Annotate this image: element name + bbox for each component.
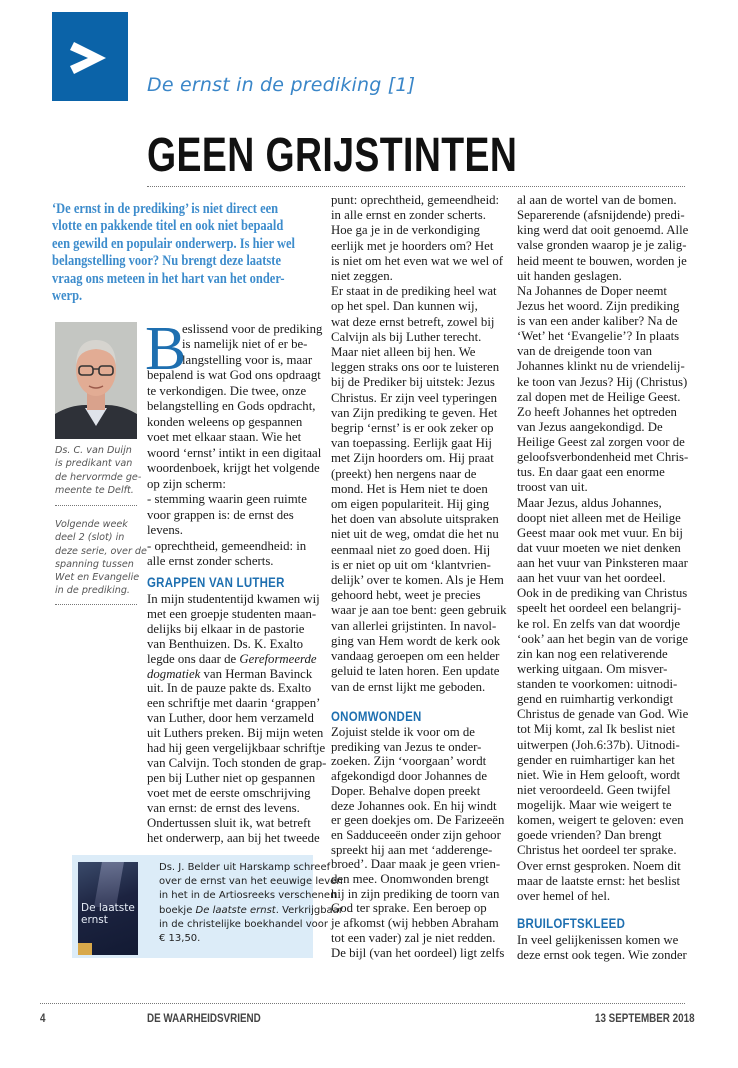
text-line: uit Luthers preken. Bij mijn weten (147, 726, 324, 741)
text-line: over hemel of hel. (517, 888, 611, 903)
text-line: te verkondigen. Die twee, onze (147, 383, 307, 398)
text-line: niet veroordeeld. Geen twijfel (517, 782, 671, 797)
text-line: wat deze ernst betreft, zowel bij (331, 314, 495, 329)
text-line: Christus. Er zijn veel typeringen (331, 390, 497, 405)
text-line: heid meent te bouwen, worden je (517, 253, 687, 268)
text-line: begrip ‘ernst’ is er ook zeker op (331, 421, 494, 436)
text-line: - oprechtheid, gemeendheid: in (147, 538, 307, 553)
text-line: al aan de wortel van de bomen. (517, 193, 677, 207)
section-logo (52, 12, 128, 101)
text-line: eerlijk met je hoorders om? Het (331, 238, 494, 253)
col2-paragraph-1 (331, 193, 507, 695)
text-line: is van een ander kaliber? Na de (517, 314, 678, 328)
caption-line: Ds. C. van Duijn (55, 445, 132, 456)
text-line: ging van Hem wordt de kerk ook (331, 633, 501, 648)
text-line: (preekt) hen nergens naar de (331, 466, 477, 481)
text-line: aan het vuur van het oordeel. (517, 571, 666, 586)
text-line: zin kan nog een relativerende (517, 646, 668, 661)
col1-paragraph-1 (147, 368, 321, 570)
text-line: king werd dat ooit genoemd. Alle (517, 223, 689, 238)
text-line: Zojuist stelde ik voor om de (331, 725, 475, 739)
text-line: ke rol. En zelfs van dat woordje (517, 616, 681, 631)
text-line: zal dopen met de Heilige Geest. (517, 389, 681, 404)
text-line: aan het vuur van Pinksteren maar (517, 556, 688, 570)
text-line: valse gronden waarop je je zalig- (517, 238, 687, 253)
promo-line: over de ernst van het eeuwige leven (159, 876, 343, 888)
text-line: bepalend is wat God ons opdraagt (147, 368, 321, 382)
text-line: op het spel. Dan kunnen wij, (331, 299, 478, 314)
text-line: Zo heeft Johannes het optreden (517, 404, 677, 419)
text-line: eenmaal niet zo goed doen. Hij (331, 542, 491, 557)
text-line: voet met de eerste omschrijving (147, 785, 311, 800)
text-line: - stemming waarin geen ruimte (147, 492, 307, 506)
intro-line: vlotte en pakkende titel en ook niet bepaald (52, 218, 284, 235)
text-line: den mee. Onomwonden brengt (331, 872, 489, 887)
subheading-bruiloftskleed: BRUILOFTSKLEED (517, 916, 626, 931)
col1-paragraph-2 (147, 592, 326, 845)
issue-date: 13 SEPTEMBER 2018 (595, 1011, 695, 1025)
text-line: gender en ruimhartiger kan het (517, 752, 675, 767)
text-line: Er staat in de prediking heel wat (331, 284, 497, 299)
text-line: Hoe ga je in de verkondiging (331, 223, 480, 238)
text-line: niet. Wie in Hem gelooft, wordt (517, 767, 681, 782)
text-line: zoeken. Zijn ‘voorgaan’ wordt (331, 754, 487, 769)
intro-line: belangstelling voor? Nu brengt deze laatste (52, 253, 281, 270)
publication-name: DE WAARHEIDSVRIEND (147, 1011, 261, 1025)
text-line: Doper. Behalve dopen preekt (331, 783, 481, 798)
text-line: afgekondigd door Johannes de (331, 769, 488, 784)
text-line: van Benthuizen. Ds. K. Exalto (147, 636, 304, 651)
text-line: op zijn scherm: (147, 476, 226, 491)
text-line: belangstelling en Gods opdracht, (147, 399, 316, 413)
chevron-right-icon (70, 40, 110, 76)
intro-line: een gewild en populair onderwerp. Is hier wel (52, 235, 296, 252)
text-line: tot Mij komt, zal Ik beslist niet (517, 722, 676, 737)
col1-paragraph-1-indented (182, 322, 322, 368)
text-line: eslissend voor de prediking (182, 322, 323, 336)
drop-cap: B (145, 315, 187, 383)
text-line: deze ernst ook tegen. Wie zonder (517, 948, 687, 962)
text-line: Christus het oordeel ter sprake. (517, 843, 677, 858)
cover-title-line: ernst (81, 914, 108, 926)
text-line: punt: oprechtheid, gemeendheid: (331, 193, 500, 207)
caption-line: de hervormde ge- (55, 471, 142, 483)
promo-line: in de christelijke boekhandel voor (159, 918, 329, 930)
text-line: dat vuur moeten we niet denken (517, 540, 681, 555)
author-caption (55, 444, 141, 497)
book-promo-box (72, 855, 343, 958)
text-line: Separerende (afsnijdende) predi- (517, 208, 685, 223)
text-line: van Calvijn. Toch stonden de grap- (147, 755, 327, 770)
text-line: delijk’ over te komen. Als je Hem (331, 573, 504, 588)
note-line: spanning tussen (55, 558, 134, 570)
text-line: uit. In de pauze pakte ds. Exalto (147, 681, 312, 696)
text-line: woord ‘ernst’ intikt in een digitaal (147, 445, 322, 460)
text-line: en Sadduceeën onder zijn gehoor (331, 827, 501, 842)
text-line: is niet om het even wat we wel of (331, 253, 503, 268)
text-line: bij de Prediker bij uitstek: Jezus (331, 375, 495, 390)
text-line: levens. (147, 523, 183, 537)
text-line: delijks bij elkaar in de pastorie (147, 621, 305, 636)
text-line: van allerlei grijstinten. In navol- (331, 618, 497, 633)
text-line: waar je aan toe bent: geen gebruik (331, 603, 507, 618)
text-line: ‘Wet’ het ‘Evangelie’? In plaats (517, 329, 680, 344)
text-line: Over ernst gesproken. Noem dit (517, 858, 681, 873)
text-line: God ter sprake. Een beroep op (331, 901, 487, 916)
subheading-onomwonden: ONOMWONDEN (331, 709, 422, 724)
text-line: De bijl (van het oordeel) ligt zelfs (331, 945, 505, 960)
text-line: konden weleens op gespannen (147, 414, 303, 429)
text-line: Ondertussen sluit ik, wat betreft (147, 815, 311, 830)
text-line: In mijn studententijd kwamen wij (147, 592, 320, 606)
text-line: Christus de genade van God. Wie (517, 707, 689, 722)
text-line: spreekt hij aan met ‘adderenge- (331, 842, 493, 857)
text-line: het onderwerp, aan bij het tweede (147, 830, 320, 845)
text-line: Maar niet alleen bij hen. We (331, 345, 476, 360)
text-line: van toepassing. Eerlijk gaat Hij (331, 436, 492, 451)
text-line: Ook in de prediking van Christus (517, 586, 688, 601)
text-line: Jezus het woord. Zijn prediking (517, 298, 680, 313)
text-line: het doen van absolute uitspraken (331, 512, 499, 527)
book-promo-text (159, 861, 343, 946)
text-line: niet uit de weg, omdat die het nu (331, 527, 499, 542)
text-line: maar de laatste ernst: het beslist (517, 873, 681, 888)
text-line: tus. En daar gaat een enorme (517, 465, 665, 480)
text-line: mogelijk. Maar wie weigert te (517, 798, 672, 812)
text-line: troost van uit. (517, 480, 588, 495)
text-line: woordenboek, krijgt het volgende (147, 461, 320, 475)
text-line: voor grappen is: de ernst des (147, 507, 294, 522)
col3-paragraph-1 (517, 193, 688, 904)
footer-divider (40, 1003, 685, 1004)
note-line: deel 2 (slot) in (55, 532, 125, 544)
text-line: niet zeggen. (331, 269, 393, 284)
text-line: gend en ruimhartig verkondigt (517, 692, 674, 707)
note-line: Volgende week (55, 519, 128, 530)
text-line: werking uitgaan. Om misver- (517, 661, 668, 676)
text-line: legde ons daar de Gereformeerde (147, 651, 317, 666)
text-line: uit handen geslagen. (517, 268, 622, 283)
text-line: geloofsverbondenheid met Chris- (517, 450, 689, 465)
note-line: in de prediking. (55, 585, 130, 597)
intro-line: vraag ons meteen in het hart van het onder- (52, 270, 285, 287)
title-divider (147, 186, 685, 187)
caption-line: is predikant van (55, 458, 133, 470)
text-line: geluid te laten horen. Een update (331, 664, 500, 679)
text-line: goede vrienden? Dan brengt (517, 828, 662, 843)
text-line: ke toon van Jezus? Hij (Christus) (517, 374, 688, 389)
text-line: is namelijk niet of er be- (182, 337, 308, 352)
text-line: doopt niet alleen met de Heilige (517, 510, 681, 525)
text-line: dogmatiek van Herman Bavinck (147, 666, 313, 681)
subheading-grappen: GRAPPEN VAN LUTHER (147, 575, 285, 590)
text-line: vandaag geroepen om een helder (331, 649, 500, 664)
page-number: 4 (40, 1011, 46, 1025)
text-line: Calvijn als bij Luther terecht. (331, 329, 482, 344)
text-line: prediking van Jezus te onder- (331, 739, 482, 754)
text-line: hij in zijn prediking de toorn van (331, 886, 500, 901)
text-line: van Luther, door hem verzameld (147, 711, 314, 726)
text-line: tot een vader) zal je niet redden. (331, 930, 496, 945)
text-line: Maar Jezus, aldus Johannes, (517, 495, 662, 510)
author-photo (55, 322, 137, 439)
text-line: van ernst: de ernst des levens. (147, 800, 300, 815)
caption-divider (55, 604, 137, 605)
text-line: Heilige Geest zal zorgen voor de (517, 435, 685, 449)
text-line: van de ernst lijkt me geboden. (331, 679, 486, 694)
promo-line: Ds. J. Belder uit Harskamp schreef (159, 862, 331, 873)
series-kicker: De ernst in de prediking [1] (147, 74, 416, 96)
cover-title-line: De laatste (81, 902, 135, 914)
caption-line: meente te Delft. (55, 484, 134, 496)
text-line: alle ernst zonder scherts. (147, 554, 274, 568)
text-line: Geest maar ook met vuur. En bij (517, 525, 683, 540)
intro-line: werp. (52, 288, 83, 305)
text-line: in alle ernst en zonder scherts. (331, 208, 486, 223)
text-line: met een groepje studenten maan- (147, 606, 317, 621)
intro-lead (52, 201, 328, 305)
text-line: uitwerpen (Joh.6:37b). Uitnodi- (517, 737, 680, 752)
text-line: speelt het oordeel een belangrij- (517, 601, 682, 616)
promo-line: € 13,50. (159, 933, 201, 945)
text-line: van Zijn prediking te geven. Het (331, 405, 498, 420)
text-line: pen bij Luther niet op gespannen (147, 770, 316, 785)
text-line: van de dreigende toon van (517, 344, 653, 359)
book-cover (78, 862, 138, 955)
intro-line: ‘De ernst in de prediking’ is niet direct een (52, 201, 279, 217)
text-line: voet met elkaar staan. Wie het (147, 430, 302, 444)
text-line: er geen doekjes om. De Farizeeën (331, 813, 505, 828)
text-line: met Zijn hoorders om. Hij praat (331, 451, 494, 466)
text-line: is er niet op uit om ‘klantvrien- (331, 557, 491, 572)
promo-line: in het in de Artiosreeks verschenen (159, 890, 337, 902)
next-week-note (55, 518, 147, 598)
article-title: GEEN GRIJSTINTEN (147, 129, 518, 182)
text-line: deze Johannes ook. En hij windt (331, 798, 497, 813)
text-line: van Jezus aangekondigd. De (517, 419, 663, 434)
text-line: standen te voorkomen: uitnodi- (517, 677, 678, 691)
note-line: deze serie, over de (55, 545, 147, 557)
col3-paragraph-2 (517, 933, 687, 963)
text-line: ‘ook’ aan het begin van de vorige (517, 631, 689, 646)
promo-line: boekje De laatste ernst. Verkrijgbaar (159, 904, 343, 916)
text-line: een schriftje met daarin ‘grappen’ (147, 696, 321, 711)
caption-divider (55, 505, 137, 506)
text-line: mond. Het is Hem niet te doen (331, 481, 488, 496)
text-line: had hij geen vergelijkbaar schriftje (147, 741, 326, 756)
text-line: langstelling voor is, maar (182, 352, 313, 367)
text-line: In veel gelijkenissen komen we (517, 933, 679, 947)
text-line: komen, weigert te geloven: even (517, 813, 684, 828)
col2-paragraph-2 (331, 725, 504, 960)
text-line: Na Johannes de Doper neemt (517, 283, 667, 298)
text-line: leggen straks ons oor te luisteren (331, 360, 500, 375)
text-line: om eigen populariteit. Hij ging (331, 497, 490, 512)
text-line: je afkomst (wij hebben Abraham (331, 916, 499, 931)
text-line: broed’. Daar maak je geen vrien- (331, 857, 501, 872)
text-line: Johannes klinkt nu de vriendelij- (517, 359, 685, 374)
text-line: gehoord hebt, weet je precies (331, 588, 481, 603)
note-line: Wet en Evangelie (55, 572, 140, 584)
